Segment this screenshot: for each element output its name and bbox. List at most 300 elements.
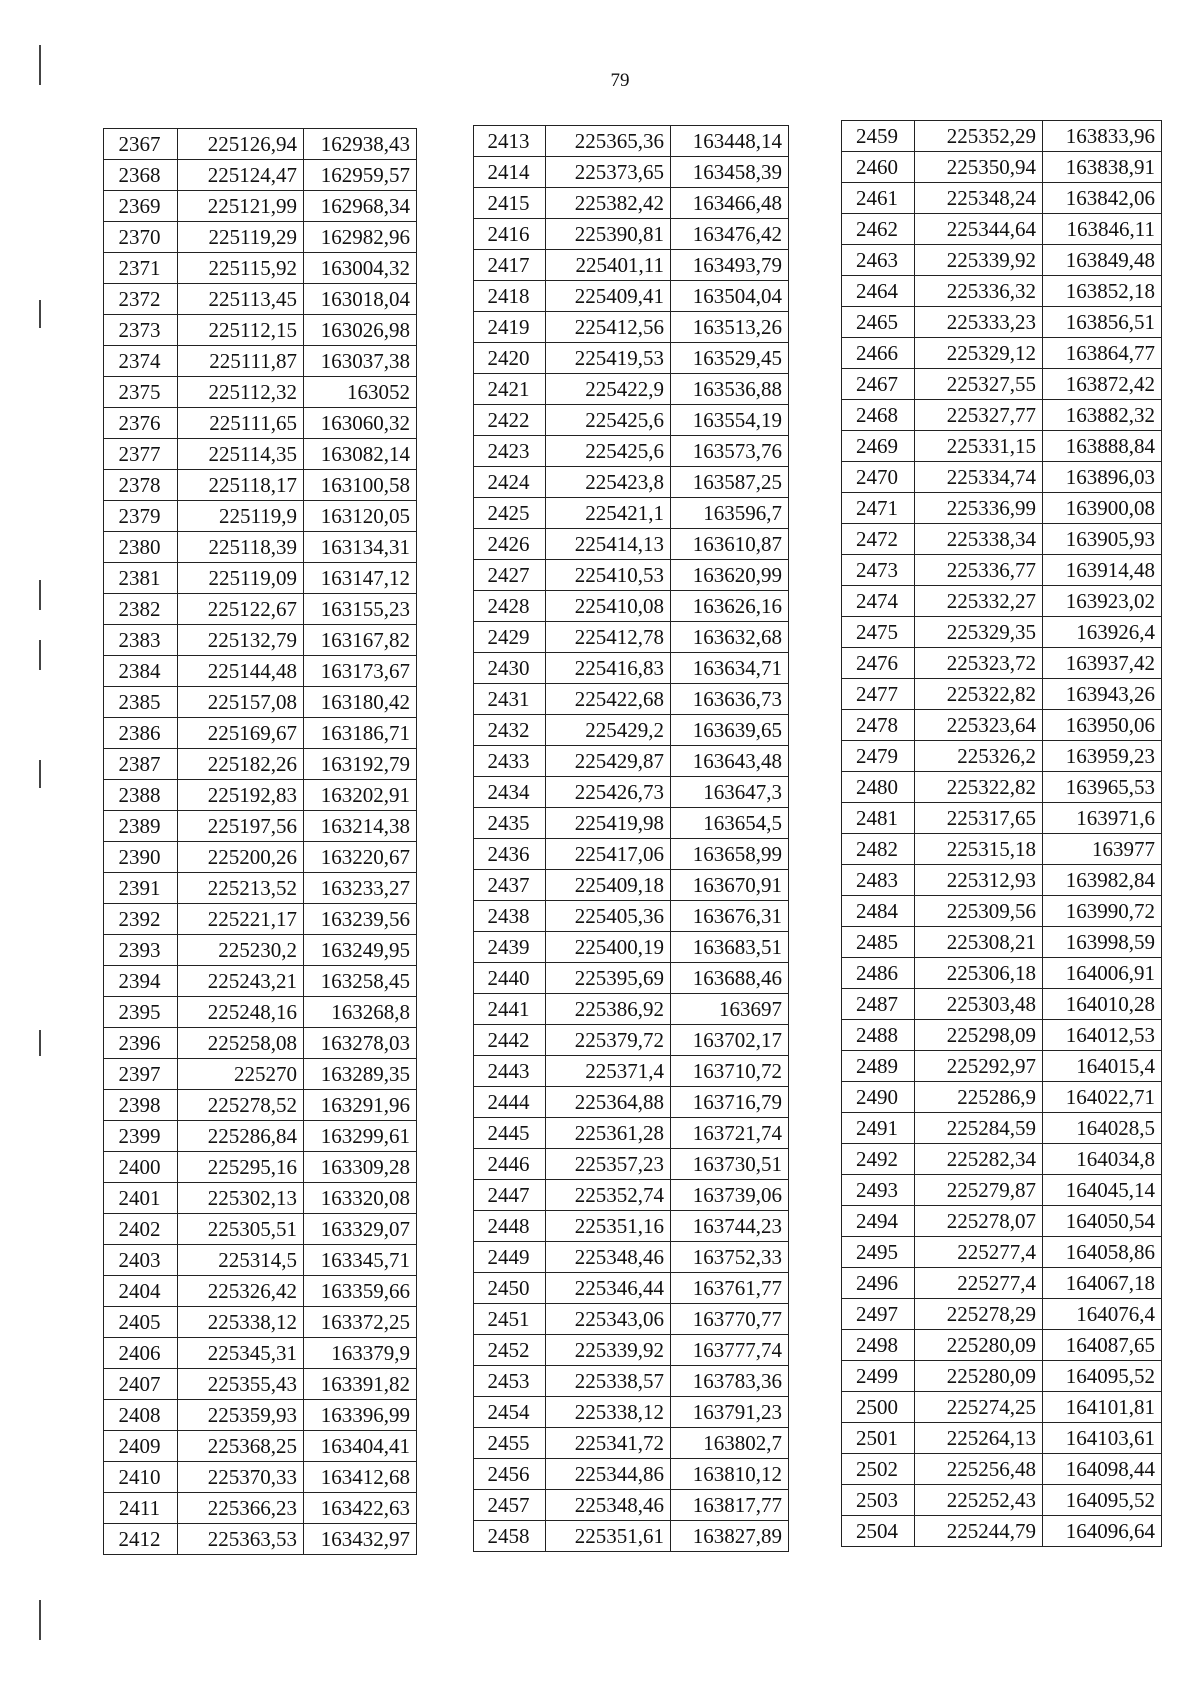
table-row xyxy=(842,772,1162,803)
point-number-cell: 2374 xyxy=(104,346,178,377)
table-row xyxy=(104,594,417,625)
point-number-cell: 2425 xyxy=(474,498,546,529)
y-coordinate-cell: 163971,6 xyxy=(1043,803,1162,834)
table-row xyxy=(104,1276,417,1307)
point-number-cell: 2452 xyxy=(474,1335,546,1366)
table-row xyxy=(104,780,417,811)
x-coordinate-cell: 225339,92 xyxy=(546,1335,671,1366)
point-number-cell: 2485 xyxy=(842,927,915,958)
x-coordinate-cell: 225197,56 xyxy=(178,811,304,842)
point-number-cell: 2373 xyxy=(104,315,178,346)
table-row xyxy=(104,997,417,1028)
y-coordinate-cell: 163060,32 xyxy=(304,408,417,439)
point-number-cell: 2419 xyxy=(474,312,546,343)
x-coordinate-cell: 225336,77 xyxy=(915,555,1043,586)
point-number-cell: 2484 xyxy=(842,896,915,927)
y-coordinate-cell: 163345,71 xyxy=(304,1245,417,1276)
y-coordinate-cell: 163396,99 xyxy=(304,1400,417,1431)
x-coordinate-cell: 225122,67 xyxy=(178,594,304,625)
point-number-cell: 2456 xyxy=(474,1459,546,1490)
point-number-cell: 2483 xyxy=(842,865,915,896)
y-coordinate-cell: 163852,18 xyxy=(1043,276,1162,307)
table-row xyxy=(104,904,417,935)
table-row xyxy=(474,560,789,591)
table-row xyxy=(842,1020,1162,1051)
y-coordinate-cell: 163493,79 xyxy=(671,250,789,281)
y-coordinate-cell: 162959,57 xyxy=(304,160,417,191)
table-row xyxy=(842,586,1162,617)
x-coordinate-cell: 225355,43 xyxy=(178,1369,304,1400)
x-coordinate-cell: 225329,35 xyxy=(915,617,1043,648)
x-coordinate-cell: 225405,36 xyxy=(546,901,671,932)
table-row xyxy=(842,1361,1162,1392)
margin-line xyxy=(39,1600,41,1640)
point-number-cell: 2490 xyxy=(842,1082,915,1113)
point-number-cell: 2439 xyxy=(474,932,546,963)
y-coordinate-cell: 163626,16 xyxy=(671,591,789,622)
x-coordinate-cell: 225419,98 xyxy=(546,808,671,839)
x-coordinate-cell: 225371,4 xyxy=(546,1056,671,1087)
table-row xyxy=(104,1183,417,1214)
point-number-cell: 2441 xyxy=(474,994,546,1025)
table-row xyxy=(474,777,789,808)
table-row xyxy=(842,1144,1162,1175)
y-coordinate-cell: 164087,65 xyxy=(1043,1330,1162,1361)
margin-line xyxy=(39,580,41,610)
table-row xyxy=(104,1245,417,1276)
x-coordinate-cell: 225425,6 xyxy=(546,405,671,436)
point-number-cell: 2381 xyxy=(104,563,178,594)
y-coordinate-cell: 163379,9 xyxy=(304,1338,417,1369)
x-coordinate-cell: 225278,29 xyxy=(915,1299,1043,1330)
y-coordinate-cell: 163636,73 xyxy=(671,684,789,715)
x-coordinate-cell: 225111,65 xyxy=(178,408,304,439)
point-number-cell: 2405 xyxy=(104,1307,178,1338)
y-coordinate-cell: 163791,23 xyxy=(671,1397,789,1428)
point-number-cell: 2408 xyxy=(104,1400,178,1431)
x-coordinate-cell: 225278,07 xyxy=(915,1206,1043,1237)
y-coordinate-cell: 163783,36 xyxy=(671,1366,789,1397)
table-row xyxy=(104,315,417,346)
x-coordinate-cell: 225312,93 xyxy=(915,865,1043,896)
table-row xyxy=(842,1392,1162,1423)
y-coordinate-cell: 163291,96 xyxy=(304,1090,417,1121)
x-coordinate-cell: 225213,52 xyxy=(178,873,304,904)
x-coordinate-cell: 225352,74 xyxy=(546,1180,671,1211)
point-number-cell: 2469 xyxy=(842,431,915,462)
table-row xyxy=(474,436,789,467)
x-coordinate-cell: 225336,32 xyxy=(915,276,1043,307)
y-coordinate-cell: 162938,43 xyxy=(304,129,417,160)
point-number-cell: 2432 xyxy=(474,715,546,746)
x-coordinate-cell: 225112,15 xyxy=(178,315,304,346)
y-coordinate-cell: 163846,11 xyxy=(1043,214,1162,245)
point-number-cell: 2455 xyxy=(474,1428,546,1459)
y-coordinate-cell: 163739,06 xyxy=(671,1180,789,1211)
point-number-cell: 2488 xyxy=(842,1020,915,1051)
y-coordinate-cell: 163965,53 xyxy=(1043,772,1162,803)
point-number-cell: 2410 xyxy=(104,1462,178,1493)
y-coordinate-cell: 163697 xyxy=(671,994,789,1025)
y-coordinate-cell: 163716,79 xyxy=(671,1087,789,1118)
x-coordinate-cell: 225264,13 xyxy=(915,1423,1043,1454)
point-number-cell: 2448 xyxy=(474,1211,546,1242)
table-row xyxy=(842,214,1162,245)
point-number-cell: 2395 xyxy=(104,997,178,1028)
table-row xyxy=(104,1152,417,1183)
table-row xyxy=(474,963,789,994)
point-number-cell: 2396 xyxy=(104,1028,178,1059)
table-row xyxy=(474,839,789,870)
x-coordinate-cell: 225279,87 xyxy=(915,1175,1043,1206)
point-number-cell: 2430 xyxy=(474,653,546,684)
x-coordinate-cell: 225429,2 xyxy=(546,715,671,746)
table-row xyxy=(842,648,1162,679)
point-number-cell: 2428 xyxy=(474,591,546,622)
point-number-cell: 2480 xyxy=(842,772,915,803)
x-coordinate-cell: 225410,08 xyxy=(546,591,671,622)
point-number-cell: 2496 xyxy=(842,1268,915,1299)
x-coordinate-cell: 225368,25 xyxy=(178,1431,304,1462)
x-coordinate-cell: 225132,79 xyxy=(178,625,304,656)
point-number-cell: 2461 xyxy=(842,183,915,214)
x-coordinate-cell: 225334,74 xyxy=(915,462,1043,493)
point-number-cell: 2442 xyxy=(474,1025,546,1056)
x-coordinate-cell: 225365,36 xyxy=(546,126,671,157)
y-coordinate-cell: 163632,68 xyxy=(671,622,789,653)
point-number-cell: 2500 xyxy=(842,1392,915,1423)
table-row xyxy=(842,276,1162,307)
point-number-cell: 2409 xyxy=(104,1431,178,1462)
point-number-cell: 2404 xyxy=(104,1276,178,1307)
y-coordinate-cell: 163214,38 xyxy=(304,811,417,842)
y-coordinate-cell: 163309,28 xyxy=(304,1152,417,1183)
table-row xyxy=(842,865,1162,896)
table-row xyxy=(842,493,1162,524)
point-number-cell: 2378 xyxy=(104,470,178,501)
table-row xyxy=(474,343,789,374)
y-coordinate-cell: 163817,77 xyxy=(671,1490,789,1521)
y-coordinate-cell: 163752,33 xyxy=(671,1242,789,1273)
point-number-cell: 2415 xyxy=(474,188,546,219)
coordinates-table-1 xyxy=(103,128,417,1555)
point-number-cell: 2394 xyxy=(104,966,178,997)
y-coordinate-cell: 163268,8 xyxy=(304,997,417,1028)
coordinates-table-2 xyxy=(473,125,789,1552)
table-row xyxy=(104,1524,417,1555)
y-coordinate-cell: 164034,8 xyxy=(1043,1144,1162,1175)
margin-line xyxy=(39,300,41,328)
table-row xyxy=(104,811,417,842)
x-coordinate-cell: 225322,82 xyxy=(915,679,1043,710)
x-coordinate-cell: 225111,87 xyxy=(178,346,304,377)
y-coordinate-cell: 163476,42 xyxy=(671,219,789,250)
x-coordinate-cell: 225382,42 xyxy=(546,188,671,219)
point-number-cell: 2503 xyxy=(842,1485,915,1516)
table-row xyxy=(842,927,1162,958)
x-coordinate-cell: 225221,17 xyxy=(178,904,304,935)
x-coordinate-cell: 225192,83 xyxy=(178,780,304,811)
point-number-cell: 2367 xyxy=(104,129,178,160)
x-coordinate-cell: 225113,45 xyxy=(178,284,304,315)
x-coordinate-cell: 225429,87 xyxy=(546,746,671,777)
x-coordinate-cell: 225363,53 xyxy=(178,1524,304,1555)
x-coordinate-cell: 225322,82 xyxy=(915,772,1043,803)
x-coordinate-cell: 225423,8 xyxy=(546,467,671,498)
table-row xyxy=(104,625,417,656)
y-coordinate-cell: 163220,67 xyxy=(304,842,417,873)
y-coordinate-cell: 163643,48 xyxy=(671,746,789,777)
x-coordinate-cell: 225364,88 xyxy=(546,1087,671,1118)
table-row xyxy=(474,529,789,560)
x-coordinate-cell: 225348,46 xyxy=(546,1490,671,1521)
x-coordinate-cell: 225309,56 xyxy=(915,896,1043,927)
y-coordinate-cell: 163404,41 xyxy=(304,1431,417,1462)
x-coordinate-cell: 225338,12 xyxy=(546,1397,671,1428)
point-number-cell: 2384 xyxy=(104,656,178,687)
y-coordinate-cell: 163134,31 xyxy=(304,532,417,563)
point-number-cell: 2389 xyxy=(104,811,178,842)
point-number-cell: 2458 xyxy=(474,1521,546,1552)
point-number-cell: 2475 xyxy=(842,617,915,648)
x-coordinate-cell: 225118,17 xyxy=(178,470,304,501)
point-number-cell: 2446 xyxy=(474,1149,546,1180)
point-number-cell: 2486 xyxy=(842,958,915,989)
x-coordinate-cell: 225422,9 xyxy=(546,374,671,405)
table-row xyxy=(104,377,417,408)
y-coordinate-cell: 163192,79 xyxy=(304,749,417,780)
y-coordinate-cell: 163120,05 xyxy=(304,501,417,532)
margin-line xyxy=(39,760,41,788)
table-row xyxy=(474,1490,789,1521)
point-number-cell: 2487 xyxy=(842,989,915,1020)
table-row xyxy=(104,935,417,966)
table-row xyxy=(104,1214,417,1245)
x-coordinate-cell: 225144,48 xyxy=(178,656,304,687)
y-coordinate-cell: 163466,48 xyxy=(671,188,789,219)
point-number-cell: 2402 xyxy=(104,1214,178,1245)
y-coordinate-cell: 164076,4 xyxy=(1043,1299,1162,1330)
point-number-cell: 2504 xyxy=(842,1516,915,1547)
y-coordinate-cell: 163258,45 xyxy=(304,966,417,997)
point-number-cell: 2468 xyxy=(842,400,915,431)
table-row xyxy=(842,555,1162,586)
x-coordinate-cell: 225333,23 xyxy=(915,307,1043,338)
point-number-cell: 2392 xyxy=(104,904,178,935)
table-row xyxy=(842,1113,1162,1144)
y-coordinate-cell: 163842,06 xyxy=(1043,183,1162,214)
table-row xyxy=(474,684,789,715)
table-row xyxy=(842,1299,1162,1330)
y-coordinate-cell: 163937,42 xyxy=(1043,648,1162,679)
table-row xyxy=(842,431,1162,462)
point-number-cell: 2473 xyxy=(842,555,915,586)
table-row xyxy=(474,1273,789,1304)
table-row xyxy=(474,1211,789,1242)
table-row xyxy=(104,656,417,687)
y-coordinate-cell: 163372,25 xyxy=(304,1307,417,1338)
x-coordinate-cell: 225351,61 xyxy=(546,1521,671,1552)
point-number-cell: 2453 xyxy=(474,1366,546,1397)
x-coordinate-cell: 225277,4 xyxy=(915,1268,1043,1299)
point-number-cell: 2476 xyxy=(842,648,915,679)
table-row xyxy=(104,160,417,191)
point-number-cell: 2481 xyxy=(842,803,915,834)
x-coordinate-cell: 225119,29 xyxy=(178,222,304,253)
y-coordinate-cell: 163554,19 xyxy=(671,405,789,436)
point-number-cell: 2401 xyxy=(104,1183,178,1214)
table-row xyxy=(842,152,1162,183)
x-coordinate-cell: 225306,18 xyxy=(915,958,1043,989)
table-row xyxy=(842,1516,1162,1547)
x-coordinate-cell: 225373,65 xyxy=(546,157,671,188)
table-row xyxy=(104,532,417,563)
x-coordinate-cell: 225119,09 xyxy=(178,563,304,594)
x-coordinate-cell: 225338,12 xyxy=(178,1307,304,1338)
table-row xyxy=(842,1206,1162,1237)
y-coordinate-cell: 163802,7 xyxy=(671,1428,789,1459)
table-row xyxy=(104,253,417,284)
x-coordinate-cell: 225344,86 xyxy=(546,1459,671,1490)
x-coordinate-cell: 225416,83 xyxy=(546,653,671,684)
table-row xyxy=(104,284,417,315)
y-coordinate-cell: 163289,35 xyxy=(304,1059,417,1090)
y-coordinate-cell: 163186,71 xyxy=(304,718,417,749)
x-coordinate-cell: 225366,23 xyxy=(178,1493,304,1524)
x-coordinate-cell: 225252,43 xyxy=(915,1485,1043,1516)
x-coordinate-cell: 225344,64 xyxy=(915,214,1043,245)
x-coordinate-cell: 225314,5 xyxy=(178,1245,304,1276)
table-row xyxy=(474,188,789,219)
y-coordinate-cell: 163634,71 xyxy=(671,653,789,684)
x-coordinate-cell: 225329,12 xyxy=(915,338,1043,369)
point-number-cell: 2471 xyxy=(842,493,915,524)
x-coordinate-cell: 225302,13 xyxy=(178,1183,304,1214)
point-number-cell: 2403 xyxy=(104,1245,178,1276)
point-number-cell: 2467 xyxy=(842,369,915,400)
y-coordinate-cell: 163249,95 xyxy=(304,935,417,966)
y-coordinate-cell: 163950,06 xyxy=(1043,710,1162,741)
y-coordinate-cell: 163658,99 xyxy=(671,839,789,870)
y-coordinate-cell: 163412,68 xyxy=(304,1462,417,1493)
point-number-cell: 2472 xyxy=(842,524,915,555)
table-row xyxy=(104,1493,417,1524)
table-row xyxy=(474,1118,789,1149)
table-row xyxy=(474,1025,789,1056)
y-coordinate-cell: 163458,39 xyxy=(671,157,789,188)
y-coordinate-cell: 163990,72 xyxy=(1043,896,1162,927)
point-number-cell: 2491 xyxy=(842,1113,915,1144)
y-coordinate-cell: 164015,4 xyxy=(1043,1051,1162,1082)
x-coordinate-cell: 225361,28 xyxy=(546,1118,671,1149)
x-coordinate-cell: 225121,99 xyxy=(178,191,304,222)
y-coordinate-cell: 164095,52 xyxy=(1043,1485,1162,1516)
point-number-cell: 2499 xyxy=(842,1361,915,1392)
point-number-cell: 2445 xyxy=(474,1118,546,1149)
point-number-cell: 2501 xyxy=(842,1423,915,1454)
y-coordinate-cell: 163810,12 xyxy=(671,1459,789,1490)
table-row xyxy=(474,467,789,498)
x-coordinate-cell: 225274,25 xyxy=(915,1392,1043,1423)
point-number-cell: 2494 xyxy=(842,1206,915,1237)
table-row xyxy=(104,191,417,222)
table-row xyxy=(842,183,1162,214)
point-number-cell: 2460 xyxy=(842,152,915,183)
page-number: 79 xyxy=(610,70,630,91)
table-row xyxy=(104,1400,417,1431)
table-row xyxy=(104,687,417,718)
y-coordinate-cell: 163688,46 xyxy=(671,963,789,994)
table-row xyxy=(474,219,789,250)
table-row xyxy=(474,746,789,777)
x-coordinate-cell: 225298,09 xyxy=(915,1020,1043,1051)
point-number-cell: 2495 xyxy=(842,1237,915,1268)
point-number-cell: 2390 xyxy=(104,842,178,873)
point-number-cell: 2434 xyxy=(474,777,546,808)
x-coordinate-cell: 225169,67 xyxy=(178,718,304,749)
x-coordinate-cell: 225338,34 xyxy=(915,524,1043,555)
table-row xyxy=(474,281,789,312)
y-coordinate-cell: 163864,77 xyxy=(1043,338,1162,369)
x-coordinate-cell: 225118,39 xyxy=(178,532,304,563)
x-coordinate-cell: 225327,77 xyxy=(915,400,1043,431)
table-row xyxy=(104,1431,417,1462)
table-row xyxy=(474,994,789,1025)
x-coordinate-cell: 225390,81 xyxy=(546,219,671,250)
table-row xyxy=(104,1028,417,1059)
x-coordinate-cell: 225350,94 xyxy=(915,152,1043,183)
y-coordinate-cell: 163827,89 xyxy=(671,1521,789,1552)
x-coordinate-cell: 225278,52 xyxy=(178,1090,304,1121)
x-coordinate-cell: 225419,53 xyxy=(546,343,671,374)
point-number-cell: 2470 xyxy=(842,462,915,493)
y-coordinate-cell: 164050,54 xyxy=(1043,1206,1162,1237)
x-coordinate-cell: 225395,69 xyxy=(546,963,671,994)
point-number-cell: 2424 xyxy=(474,467,546,498)
x-coordinate-cell: 225119,9 xyxy=(178,501,304,532)
table-row xyxy=(842,1051,1162,1082)
table-row xyxy=(104,346,417,377)
x-coordinate-cell: 225359,93 xyxy=(178,1400,304,1431)
point-number-cell: 2431 xyxy=(474,684,546,715)
table-row xyxy=(842,679,1162,710)
point-number-cell: 2397 xyxy=(104,1059,178,1090)
y-coordinate-cell: 164028,5 xyxy=(1043,1113,1162,1144)
table-row xyxy=(474,312,789,343)
y-coordinate-cell: 163647,3 xyxy=(671,777,789,808)
y-coordinate-cell: 163233,27 xyxy=(304,873,417,904)
point-number-cell: 2371 xyxy=(104,253,178,284)
x-coordinate-cell: 225126,94 xyxy=(178,129,304,160)
x-coordinate-cell: 225341,72 xyxy=(546,1428,671,1459)
x-coordinate-cell: 225157,08 xyxy=(178,687,304,718)
x-coordinate-cell: 225332,27 xyxy=(915,586,1043,617)
table-row xyxy=(104,966,417,997)
y-coordinate-cell: 163082,14 xyxy=(304,439,417,470)
y-coordinate-cell: 163596,7 xyxy=(671,498,789,529)
table-row xyxy=(842,1175,1162,1206)
point-number-cell: 2497 xyxy=(842,1299,915,1330)
point-number-cell: 2413 xyxy=(474,126,546,157)
table-row xyxy=(842,1454,1162,1485)
table-row xyxy=(842,121,1162,152)
point-number-cell: 2407 xyxy=(104,1369,178,1400)
margin-line xyxy=(39,640,41,670)
x-coordinate-cell: 225400,19 xyxy=(546,932,671,963)
table-row xyxy=(842,1485,1162,1516)
point-number-cell: 2386 xyxy=(104,718,178,749)
y-coordinate-cell: 163744,23 xyxy=(671,1211,789,1242)
